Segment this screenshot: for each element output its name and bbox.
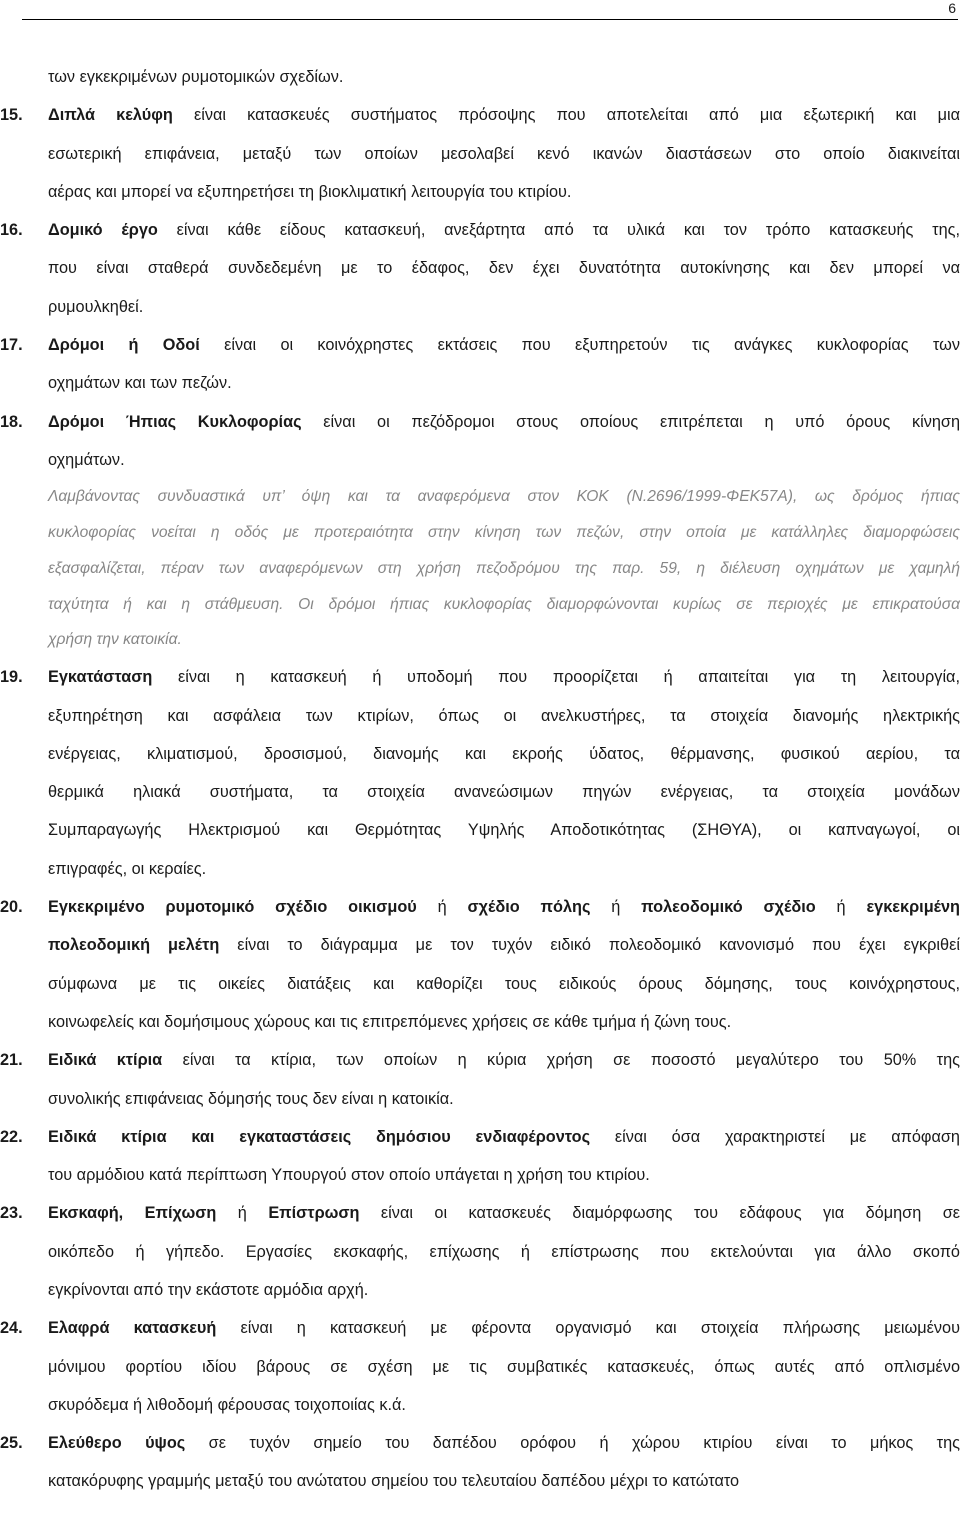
defined-term: σχέδιο πόλης bbox=[467, 898, 591, 917]
definition-line bbox=[0, 364, 960, 402]
definition-text: είναι τα κτίρια, των οποίων η κύρια χρήση σε ποσοστό μεγαλύτερο του 50% της bbox=[162, 1051, 960, 1070]
definition-line bbox=[0, 811, 960, 849]
definition-line bbox=[0, 1386, 960, 1424]
definition-item bbox=[0, 96, 960, 211]
definition-first-line bbox=[0, 326, 960, 364]
definition-text: ή bbox=[216, 1204, 269, 1223]
defined-term: πολεοδομική μελέτη bbox=[48, 936, 220, 955]
item-number: 15. bbox=[0, 106, 23, 125]
definition-first-line bbox=[0, 1309, 960, 1347]
defined-term: Δρόμοι ή Οδοί bbox=[48, 336, 200, 355]
definition-item bbox=[0, 1194, 960, 1309]
definition-item bbox=[0, 326, 960, 403]
definition-line bbox=[0, 135, 960, 173]
defined-term: Δρόμοι Ήπιας Κυκλοφορίας bbox=[48, 412, 302, 431]
definition-text: Συμπαραγωγής Ηλεκτρισμού και Θερμότητας Υψηλής Αποδοτικότητας (ΣΗΘΥΑ), οι καπναγωγοί, οι bbox=[48, 821, 960, 840]
definition-text: είναι η κατασκευή ή υποδομή που προορίζεται ή απαιτείται για τη λειτουργία, bbox=[152, 668, 960, 687]
definition-text: αέρας και μπορεί να εξυπηρετήσει τη βιοκλιματική λειτουργία του κτιρίου. bbox=[48, 182, 572, 201]
item-number: 20. bbox=[0, 898, 23, 917]
definition-item bbox=[0, 403, 960, 659]
definition-text: είναι οι κατασκευές διαμόρφωσης του εδάφους για δόμηση σε bbox=[359, 1204, 960, 1223]
definition-line bbox=[0, 1080, 960, 1118]
definition-item bbox=[0, 888, 960, 1041]
item-number: 21. bbox=[0, 1051, 23, 1070]
definition-text: μόνιμου φορτίου ιδίου βάρους σε σχέση με τις συμβατικές κατασκευές, όπως αυτές από οπλισμένο bbox=[48, 1357, 960, 1376]
definition-text: είναι οι πεζόδρομοι στους οποίους επιτρέπεται η υπό όρους κίνηση bbox=[301, 412, 960, 431]
defined-term: πολεοδομικό σχέδιο bbox=[641, 898, 816, 917]
explanatory-note-line: κυκλοφορίας νοείται η οδός με προτεραιότητα στην κίνηση των πεζών, στην οποία με κατάλληλες διαμορφώσεις bbox=[48, 524, 960, 542]
definition-item bbox=[0, 1118, 960, 1195]
definition-first-line bbox=[0, 211, 960, 249]
definition-text: είναι όσα χαρακτηριστεί με απόφαση bbox=[590, 1127, 960, 1146]
definition-first-line bbox=[0, 96, 960, 134]
explanatory-note-line: χρήση την κατοικία. bbox=[48, 631, 182, 649]
definition-line bbox=[0, 1156, 960, 1194]
definition-item bbox=[0, 1041, 960, 1118]
item-number: 24. bbox=[0, 1319, 23, 1338]
definition-text: θερμικά ηλιακά συστήματα, τα στοιχεία ανανεώσιμων πηγών ενέργειας, τα στοιχεία μονάδων bbox=[48, 783, 960, 802]
definition-line bbox=[0, 735, 960, 773]
definition-text: ενέργειας, κλιματισμού, δροσισμού, διανομής και εκροής ύδατος, θέρμανσης, φυσικού αερίου, τα bbox=[48, 744, 960, 763]
definition-first-line bbox=[0, 1041, 960, 1079]
item-number: 19. bbox=[0, 668, 23, 687]
definition-text: είναι κάθε είδους κατασκευή, ανεξάρτητα από τα υλικά και τον τρόπο κατασκευής της, bbox=[157, 221, 960, 240]
definition-text: επιγραφές, οι κεραίες. bbox=[48, 859, 207, 878]
defined-term: Επίστρωση bbox=[268, 1204, 360, 1223]
definition-text: οχημάτων και των πεζών. bbox=[48, 374, 232, 393]
explanatory-note-line: Λαμβάνοντας συνδυαστικά υπ’ όψη και τα αναφερόμενα στον ΚΟΚ (Ν.2696/1999-ΦΕΚ57Α), ως δρόμος ήπιας bbox=[48, 488, 960, 506]
definition-text: σκυρόδεμα ή λιθοδομή φέρουσας τοιχοποιίας κ.ά. bbox=[48, 1395, 406, 1414]
definition-text: οχημάτων. bbox=[48, 450, 125, 469]
definition-text: οικόπεδο ή γήπεδο. Εργασίες εκσκαφής, επίχωσης ή επίστρωσης που εκτελούνται για άλλο σκοπό bbox=[48, 1242, 960, 1261]
definition-item bbox=[0, 1424, 960, 1501]
definition-text: ρυμουλκηθεί. bbox=[48, 297, 144, 316]
definition-text: είναι οι κοινόχρηστες εκτάσεις που εξυπηρετούν τις ανάγκες κυκλοφορίας των bbox=[199, 336, 960, 355]
definition-text: σε τυχόν σημείο του δαπέδου ορόφου ή χώρου κτιρίου είναι το μήκος της bbox=[185, 1434, 960, 1453]
definition-line bbox=[0, 173, 960, 211]
defined-term: Διπλά κελύφη bbox=[48, 106, 173, 125]
definition-text: σύμφωνα με τις οικείες διατάξεις και καθορίζει τους ειδικούς όρους δόμησης, τους κοινόχρηστους, bbox=[48, 974, 960, 993]
defined-term: Δομικό έργο bbox=[48, 221, 158, 240]
item-number: 17. bbox=[0, 336, 23, 355]
defined-term: Ελαφρά κατασκευή bbox=[48, 1319, 217, 1338]
item-number: 25. bbox=[0, 1434, 23, 1453]
definition-first-line bbox=[0, 888, 960, 926]
definition-line bbox=[0, 965, 960, 1003]
definition-text: είναι κατασκευές συστήματος πρόσοψης που αποτελείται από μια εξωτερική και μια bbox=[172, 106, 960, 125]
item-number: 18. bbox=[0, 412, 23, 431]
definition-text: κοινωφελείς και δομήσιμους χώρους και τις επιτρεπόμενες χρήσεις σε κάθε τμήμα ή ζώνη τους. bbox=[48, 1012, 732, 1031]
definition-text: ή bbox=[815, 898, 867, 917]
definition-text: κατακόρυφης γραμμής μεταξύ του ανώτατου σημείου του τελευταίου δαπέδου μέχρι το κατώτατο bbox=[48, 1472, 740, 1491]
definition-text: εγκρίνονται από την εκάστοτε αρμόδια αρχή. bbox=[48, 1281, 369, 1299]
definition-line bbox=[0, 926, 960, 964]
defined-term: Ειδικά κτίρια και εγκαταστάσεις δημόσιου ενδιαφέροντος bbox=[48, 1127, 591, 1146]
document-body bbox=[0, 58, 960, 1501]
definition-text: του αρμόδιου κατά περίπτωση Υπουργού στον οποίο υπάγεται η χρήση του κτιρίου. bbox=[48, 1166, 650, 1185]
definition-item bbox=[0, 658, 960, 888]
definition-first-line bbox=[0, 1194, 960, 1232]
definition-line bbox=[0, 441, 960, 479]
definition-first-line bbox=[0, 1424, 960, 1462]
definition-text: συνολικής επιφάνειας δόμησής τους δεν είναι η κατοικία. bbox=[48, 1089, 454, 1108]
definition-line bbox=[0, 288, 960, 326]
definition-text: που είναι σταθερά συνδεδεμένη με το έδαφος, δεν έχει δυνατότητα αυτοκίνησης και δεν μπορεί να bbox=[48, 259, 960, 278]
definition-line bbox=[0, 1233, 960, 1271]
definition-text: ή bbox=[416, 898, 468, 917]
header-rule bbox=[22, 19, 958, 20]
defined-term: εγκεκριμένη bbox=[866, 898, 960, 917]
definition-line bbox=[0, 850, 960, 888]
definition-line bbox=[0, 249, 960, 287]
definition-line bbox=[0, 1271, 960, 1309]
defined-term: Ειδικά κτίρια bbox=[48, 1051, 163, 1070]
definition-text: εξυπηρέτηση και ασφάλεια των κτιρίων, όπως οι ανελκυστήρες, τα στοιχεία διανομής ηλεκτρικής bbox=[48, 706, 960, 725]
definition-text: εσωτερική επιφάνεια, μεταξύ των οποίων μεσολαβεί κενό ικανών διαστάσεων στο οποίο διακινείται bbox=[48, 144, 960, 163]
intro-line: των εγκεκριμένων ρυμοτομικών σχεδίων. bbox=[48, 68, 344, 86]
definition-line bbox=[0, 1462, 960, 1500]
item-number: 22. bbox=[0, 1127, 23, 1146]
defined-term: Εγκατάσταση bbox=[48, 668, 153, 687]
item-number: 23. bbox=[0, 1204, 23, 1223]
definition-text: είναι η κατασκευή με φέροντα οργανισμό και στοιχεία πλήρωσης μειωμένου bbox=[216, 1319, 960, 1338]
definition-line bbox=[0, 1348, 960, 1386]
defined-term: Εγκεκριμένο ρυμοτομικό σχέδιο οικισμού bbox=[48, 898, 417, 917]
definition-first-line bbox=[0, 1118, 960, 1156]
definition-item bbox=[0, 1309, 960, 1424]
definition-item bbox=[0, 211, 960, 326]
definition-text: ή bbox=[590, 898, 642, 917]
explanatory-note-line: εξασφαλίζεται, πέραν των αναφερόμενων στη χρήση πεζοδρόμου της παρ. 59, η διέλευση οχημάτων με χαμηλή bbox=[48, 559, 960, 577]
definition-line bbox=[0, 773, 960, 811]
definition-first-line bbox=[0, 658, 960, 696]
explanatory-note-line: ταχύτητα ή και η στάθμευση. Οι δρόμοι ήπιας κυκλοφορίας διαμορφώνονται κυρίως σε περιοχές με επικρατούσα bbox=[48, 595, 960, 613]
defined-term: Εκσκαφή, Επίχωση bbox=[48, 1204, 217, 1223]
definition-line bbox=[0, 697, 960, 735]
defined-term: Ελεύθερο ύψος bbox=[48, 1434, 186, 1453]
page-number: 6 bbox=[948, 0, 956, 16]
item-number: 16. bbox=[0, 221, 23, 240]
definition-line bbox=[0, 1003, 960, 1041]
definition-text: είναι το διάγραμμα με τον τυχόν ειδικό πολεοδομικό κανονισμό που έχει εγκριθεί bbox=[219, 936, 960, 955]
definition-first-line bbox=[0, 403, 960, 441]
